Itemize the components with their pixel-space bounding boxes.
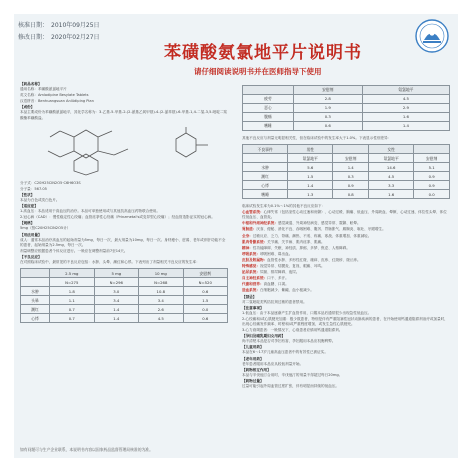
table-cell [21,278,50,287]
paragraph: 本品主要成份为苯磺酸氨氯地平，其化学名称为：3-乙基-5-甲基-2-(2-氨基乙氧甲基)-4-(2-氯苯基)-6-甲基-1,4-二氢-3,5-吡啶二羧酸酯苯磺酸盐。 [20,110,228,120]
table-cell: N=296 [94,278,138,287]
paragraph [242,204,450,209]
paragraph [242,252,450,257]
section-heading: 精神： [242,245,253,250]
table-cell: N=520 [183,278,228,287]
section-heading: 代谢和营养： [242,282,264,287]
table-cell: 安慰剂 [333,154,369,163]
section-drug-name [20,82,228,104]
paragraph [242,276,450,281]
section-heading: 【注意事项】 [242,305,264,310]
paragraph: 英文名称：Amlodipine Besylate Tablets [20,93,89,98]
paragraph [242,240,450,245]
table-cell: 0.9 [333,181,369,190]
paragraph: 分子量：567.05 [20,186,47,191]
section-heading: 【禁忌】 [242,294,257,299]
table-cell: 3.0 [94,287,138,296]
paragraph: 3.心力衰竭患者：一般情况下，心衰患者应慎用钙通道阻滞剂。 [242,328,343,333]
section-heading: 【药品名称】 [20,82,42,86]
section-heading: 【不良反应】 [20,254,42,259]
section-heading: 【药物过量】 [242,378,264,383]
table-cell: 0.3 [333,172,369,181]
structural-formula-figure [20,123,228,179]
table-cell: 嗜睡 [243,190,288,199]
table-cell: 4.5 [369,172,414,181]
table-cell: 0.7 [49,314,94,323]
section-ingredient [20,105,228,120]
paragraph: 在对照临床试验中，最常见的不良反应包括：水肿、头晕、潮红和心悸。下表列出了剂量相关不良反应的发生率： [20,259,200,264]
paragraph: 对二氢吡啶类钙拮抗剂过敏的患者禁用。 [242,299,307,304]
table-subheader-row [243,154,450,163]
table-cell: 水肿 [243,163,288,172]
paragraph: 1.低血压：由于本品逐渐产生扩血管作用，口服本品后通常很少出现急性低血压。 [242,310,372,315]
section-heading: 【成份】 [20,105,35,110]
section-text: 过敏反应、乏力、背痛、潮热、不适、疼痛、寒战、体重增加、体重减轻。 [252,233,372,238]
table-header-cell: 女性 [369,145,414,154]
right-column [242,82,450,390]
table-header-cell [243,86,294,95]
top-adverse-table [242,85,450,131]
table-cell: N=268 [139,278,183,287]
table-header-row [243,86,450,95]
table-row [243,113,450,122]
section-text: 口干、多汗。 [267,276,289,281]
table-cell: 0.9 [414,172,450,181]
table-cell: 2.9 [362,104,449,113]
table-row [21,296,228,305]
table-row [243,95,450,104]
table-cell: 1.5 [288,172,333,181]
table-cell: 0.8 [333,190,369,199]
table-cell: N=275 [49,278,94,287]
paragraph: 通用名称：苯磺酸氨氯地平片 [20,87,67,92]
revised-date: 2010年09月25日 [51,22,100,29]
modified-date: 2020年02月27日 [51,34,100,41]
table-cell: 0.0 [414,190,450,199]
table-row [243,172,450,181]
section-heading: 【老年用药】 [242,356,264,361]
table-cell: 3.4 [139,296,183,305]
section-heading: 自主神经系统： [242,276,268,281]
paragraph: 成人：通常本品治疗高血压的起始剂量为5mg，每日一次，最大剂量为10mg，每日一次。身材瘦小、虚弱、老年或伴肝功能不全的患者，起始剂量为2.5mg，每日一次。 [20,237,226,247]
table-cell: 1.9 [293,104,362,113]
table-cell: 1.4 [94,305,138,314]
table-cell: 0.3 [293,113,362,122]
table-cell: 恶心 [243,104,294,113]
table-header-row [21,269,228,278]
section-heading: 呼吸系统： [242,251,260,256]
table-row [243,181,450,190]
paragraph [242,264,450,269]
table-cell: 0.9 [414,181,450,190]
table-cell: 3.3 [369,181,414,190]
paragraph: 其他不良反应与剂量无明显相关性，但在临床试验中的发生率大于1.0%。下表显示性别差异： [242,136,392,140]
modified-label: 修改日期： [18,34,49,41]
paragraph [242,227,450,232]
table-row [243,163,450,172]
table-cell: 潮红 [21,305,50,314]
table-cell: 安慰剂 [414,154,450,163]
section-text: 感觉减退、外周神经病变、感觉异常、震颤、眩晕。 [277,221,361,226]
table-header-cell: 5 mg [94,269,138,278]
table-cell: 头晕 [21,296,50,305]
table-header-row [243,145,450,154]
paragraph: 2.冠心病（CAD）：慢性稳定性心绞痛；血管痉挛性心绞痛（Prinzmetal's或变异型心绞痛）；经血管造影证实的冠心病。 [20,215,215,220]
paragraph [242,221,450,226]
table-cell: 潮红 [243,172,288,181]
section-heading: 【药物相互作用】 [242,367,271,372]
section-text: 血管性水肿、多形性红斑、瘙痒、皮疹、红斑疹、斑丘疹。 [267,257,361,262]
table-row [243,122,450,131]
section-text: 心律失常（包括室性心动过速和房颤）、心动过缓、胸痛、低血压、外周缺血、晕厥、心动过速、体位性头晕、体位性低血压、血管炎。 [242,210,447,220]
table-header-cell: 10 mg [139,269,183,278]
table-cell: 14.6 [369,163,414,172]
left-column [20,82,228,328]
table-cell: 1.4 [94,314,138,323]
section-text: 白细胞减少、紫癜、血小板减少。 [259,288,314,293]
table-row [21,305,228,314]
paragraph [242,234,450,239]
section-text: 高血糖、口渴。 [263,282,289,287]
paragraph: 5mg（按C20H25ClN2O5计） [20,226,71,231]
gender-adverse-table [242,144,450,199]
table-cell: 1.3 [288,190,333,199]
section-heading: 中枢和外周神经系统： [242,221,278,226]
paragraph: 分子式：C20H25ClN2O5·C6H6O3S [20,180,81,185]
paragraph: 本品与辛伐他汀合用时，辛伐他汀的剂量不得超过每日20mg。 [242,372,343,377]
paragraph: 1.高血压：本品适用于高血压的治疗。本品可单独使用或与其他抗高血压药物联合使用。 [20,209,160,214]
table-row [243,190,450,199]
paragraph: 过量可能引起外周血管过度扩张，伴有明显而持续的低血压。 [242,384,340,388]
table-subheader-row [21,278,228,287]
section-character [20,193,228,203]
section-heading: 【儿童用药】 [242,345,264,350]
section-text: 视觉异常、结膜炎、复视、眼痛、耳鸣。 [259,264,325,269]
table-cell: 0.0 [183,305,228,314]
table-cell: 1.8 [49,287,94,296]
paragraph: 汉语拼音：Benhuangsuan Anlüdiping Pian [20,99,94,104]
section-text: 厌食、便秘、消化不良、吞咽困难、腹泻、胃肠胀气、胰腺炎、呕吐、牙龈增生。 [256,227,386,232]
paragraph: 剂量调整应根据患者个体反应进行。一般应在调整剂量前7至14天。 [20,248,128,253]
table-cell: 1.4 [362,122,449,131]
section-heading: 肌肉骨骼系统： [242,239,268,244]
modified-date-line [18,32,103,41]
table-cell: 5.6 [288,163,333,172]
paragraph: 本品为白色或类白色片。 [20,197,60,202]
right-sections [242,204,450,389]
dose-adverse-table [20,268,228,323]
section-dosage [20,233,228,254]
table-cell: 心悸 [243,181,288,190]
section-heading: 特殊感觉： [242,264,260,269]
table-header-cell [414,145,450,154]
paragraph [242,246,450,251]
section-heading: 【孕妇及哺乳期妇女用药】 [242,334,286,339]
document-subtitle: 请仔细阅读说明书并在医师指导下使用 [194,67,322,76]
table-cell: 腹痛 [243,113,294,122]
paragraph [242,258,450,263]
table-cell: 1.5 [183,296,228,305]
paragraph: 尚不清楚本品是否对孕妇有害，孕妇服用本品应权衡利弊。 [242,339,336,344]
section-heading: 心血管系统： [242,210,264,215]
table-cell: 1.6 [369,190,414,199]
paragraph [242,288,450,293]
section-heading: 皮肤及附属物： [242,257,268,262]
table-cell: 4.5 [139,314,183,323]
table-header-cell: 安慰剂 [293,86,362,95]
table-header-cell: 不良事件 [243,145,288,154]
section-indications [20,204,228,220]
table-cell: 1.4 [288,181,333,190]
section-text: 尿频、排尿障碍、夜尿。 [259,270,300,275]
paragraph: 2.心绞痛和/或心肌梗死加重：极少数患者，特别是伴有严重阻塞性冠状动脉疾病的患者，在开始使用钙通道阻滞剂治疗或加量时，出现心绞痛发作频率、时程和/或严重程度增加，或发生急性心肌梗死。 [242,316,448,326]
section-adverse-reactions [20,255,228,265]
section-text: 临床试验发生率为0.1%～1%的其他不良反应如下： [242,204,326,209]
paragraph: 本品在6～17岁儿童高血压患者中的有效性已被证实。 [242,350,328,355]
table-cell: 4.5 [362,95,449,104]
table-header-cell [21,269,50,278]
section-heading: 胃肠道： [242,227,257,232]
table-cell: 0.7 [49,305,94,314]
table-row [243,104,450,113]
table-cell: 3.4 [94,296,138,305]
table-cell: 嗜睡 [243,122,294,131]
table-cell: 0.6 [183,287,228,296]
section-specification [20,221,228,231]
section-heading: 【规格】 [20,221,35,226]
table-header-cell [333,145,369,154]
table-header-cell: 男性 [288,145,333,154]
drug-seal-logo [414,18,450,54]
table-cell: 心悸 [21,314,50,323]
paragraph [242,282,450,287]
section-heading: 【适应症】 [20,204,38,209]
table-cell: 2.8 [293,95,362,104]
table-cell: 1.1 [49,296,94,305]
section-heading: 全身： [242,233,253,238]
section-text: 呼吸困难、鼻出血。 [259,251,293,256]
section-formula [20,181,228,192]
table-header-cell: 安慰剂 [183,269,228,278]
paragraph: 老年患者服用本品应从较低剂量开始。 [242,361,304,366]
table-header-cell: 2.5 mg [49,269,94,278]
table-cell: 氨氯地平 [288,154,333,163]
revised-label: 核准日期： [18,22,49,29]
table-cell: 1.4 [333,163,369,172]
table-cell: 10.8 [139,287,183,296]
table-cell [243,154,288,163]
footer-note: 如有问题可与生产企业联系，本说明书内容以国家药品监督管理局核准的为准。 [20,447,153,452]
section-text: 性功能障碍、失眠、神经质、抑郁、多梦、焦虑、人格障碍。 [252,245,350,250]
table-cell: 疲劳 [243,95,294,104]
document-title: 苯磺酸氨氯地平片说明书 [164,43,362,63]
leaflet-page [14,14,458,458]
table-cell: 氨氯地平 [369,154,414,163]
table-row [21,314,228,323]
section-heading: 【性状】 [20,192,35,197]
section-heading: 泌尿系统： [242,270,260,275]
section-heading: 造血系统： [242,288,260,293]
section-heading: 【用法用量】 [20,232,42,237]
table-cell: 0.6 [183,314,228,323]
table-cell: 2.6 [139,305,183,314]
table-row [21,287,228,296]
table-cell: 0.6 [293,122,362,131]
section-text: 关节痛、关节病、肌肉痉挛、肌痛。 [267,239,325,244]
paragraph [242,210,450,220]
table-cell: 1.6 [362,113,449,122]
table-cell: 水肿 [21,287,50,296]
table-header-cell: 氨氯地平 [362,86,449,95]
revised-date-line [18,20,103,29]
paragraph [242,270,450,275]
table-cell: 5.1 [414,163,450,172]
